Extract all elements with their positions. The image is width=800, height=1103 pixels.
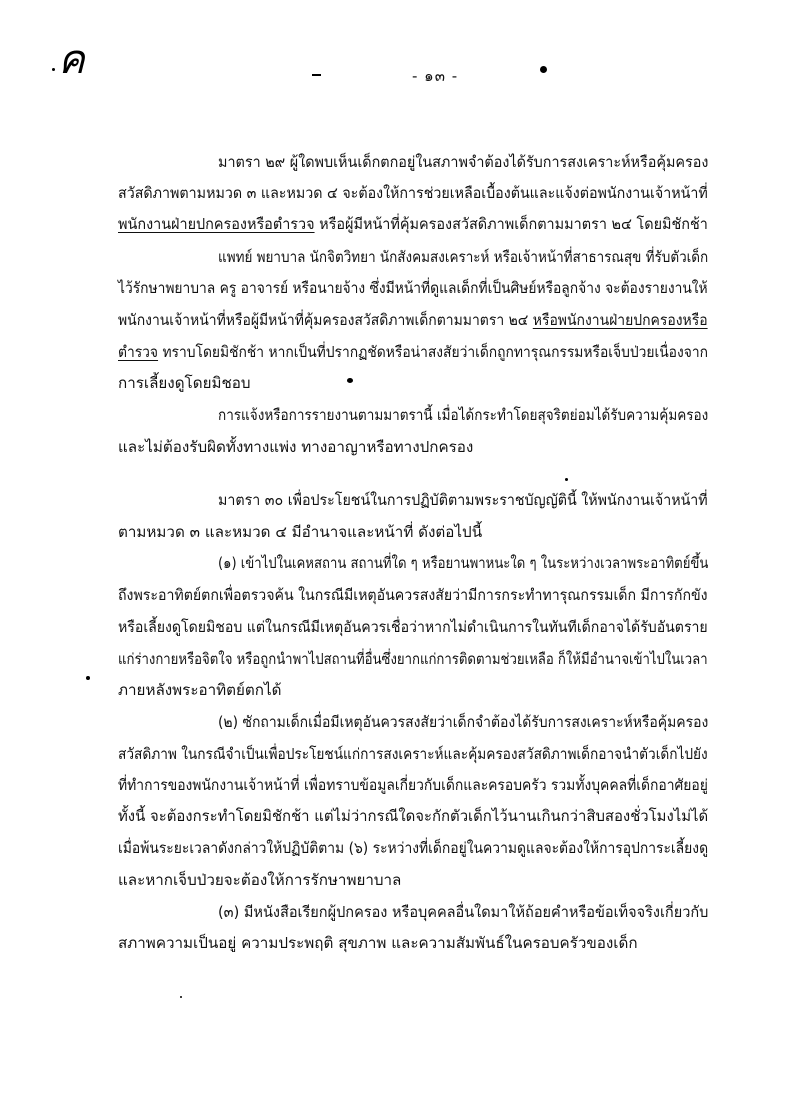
underlined-text: ตำรวจ — [118, 343, 159, 361]
section29-line-9: การแจ้งหรือการรายงานตามมาตรานี้ เมื่อได้กระทำโดยสุจริตย่อมได้รับความคุ้มครอง — [218, 406, 709, 424]
section29-line-5: ไว้รักษาพยาบาล ครู อาจารย์ หรือนายจ้าง ซึ่งมีหน้าที่ดูแลเด็กที่เป็นศิษย์หรือลูกจ้าง จะต้องรายงานให้ — [118, 279, 708, 297]
item3-line-2: สภาพความเป็นอยู่ ความประพฤติ สุขภาพ และความสัมพันธ์ในครอบครัวของเด็ก — [118, 934, 638, 952]
item1-line-1: (๑) เข้าไปในเคหสถาน สถานที่ใด ๆ หรือยานพาหนะใด ๆ ในระหว่างเวลาพระอาทิตย์ขึ้น — [218, 554, 709, 572]
text-run: หรือผู้มีหน้าที่คุ้มครองสวัสดิภาพเด็กตามมาตรา ๒๔ โดยมิชักช้า — [314, 215, 708, 233]
section30-line-1: มาตรา ๓๐ เพื่อประโยชน์ในการปฏิบัติตามพระราชบัญญัตินี้ ให้พนักงานเจ้าหน้าที่ — [218, 491, 708, 509]
scan-dot — [347, 378, 353, 383]
scan-dot — [180, 996, 182, 998]
scan-dot-margin — [86, 676, 90, 680]
handwritten-mark: ค — [58, 37, 85, 83]
section29-line-10: และไม่ต้องรับผิดทั้งทางแพ่ง ทางอาญาหรือทางปกครอง — [118, 438, 474, 456]
item2-line-3: ที่ทำการของพนักงานเจ้าหน้าที่ เพื่อทราบข้อมูลเกี่ยวกับเด็กและครอบครัว รวมทั้งบุคคลที่เด็กอาศัยอยู่ — [118, 776, 708, 794]
underlined-text: หรือพนักงานฝ่ายปกครองหรือ — [532, 311, 708, 329]
scan-dot-top — [540, 66, 547, 73]
item1-line-5: ภายหลังพระอาทิตย์ตกได้ — [118, 681, 282, 699]
scan-dot — [565, 478, 568, 481]
section29-line-4: แพทย์ พยาบาล นักจิตวิทยา นักสังคมสงเคราะห์ หรือเจ้าหน้าที่สาธารณสุข ที่รับตัวเด็ก — [218, 248, 709, 266]
item1-line-3: หรือเลี้ยงดูโดยมิชอบ แต่ในกรณีมีเหตุอันควรเชื่อว่าหากไม่ดำเนินการในทันทีเด็กอาจได้รับอันตราย — [118, 618, 708, 636]
item3-line-1: (๓) มีหนังสือเรียกผู้ปกครอง หรือบุคคลอื่นใดมาให้ถ้อยคำหรือข้อเท็จจริงเกี่ยวกับ — [218, 903, 709, 921]
scan-mark — [312, 74, 321, 76]
page-number: - ๑๓ - — [412, 67, 459, 85]
section29-line-6 — [118, 310, 708, 330]
item1-line-2: ถึงพระอาทิตย์ตกเพื่อตรวจค้น ในกรณีมีเหตุอันควรสงสัยว่ามีการกระทำทารุณกรรมเด็ก มีการกักขัง — [118, 586, 708, 604]
section29-line-1: มาตรา ๒๙ ผู้ใดพบเห็นเด็กตกอยู่ในสภาพจำต้องได้รับการสงเคราะห์หรือคุ้มครอง — [218, 153, 709, 171]
item2-line-1: (๒) ซักถามเด็กเมื่อมีเหตุอันควรสงสัยว่าเด็กจำต้องได้รับการสงเคราะห์หรือคุ้มครอง — [218, 713, 709, 731]
text-run: พนักงานเจ้าหน้าที่หรือผู้มีหน้าที่คุ้มครองสวัสดิภาพเด็กตามมาตรา ๒๔ — [118, 311, 533, 329]
scan-dot-left — [52, 68, 55, 71]
underlined-text: พนักงานฝ่ายปกครองหรือตำรวจ — [118, 215, 315, 233]
item2-line-2: สวัสดิภาพ ในกรณีจำเป็นเพื่อประโยชน์แก่การสงเคราะห์และคุ้มครองสวัสดิภาพเด็กอาจนำตัวเด็กไปยัง — [118, 745, 708, 763]
section29-line-8: การเลี้ยงดูโดยมิชอบ — [118, 374, 251, 392]
item2-line-5: เมื่อพ้นระยะเวลาดังกล่าวให้ปฏิบัติตาม (๖) ระหว่างที่เด็กอยู่ในความดูแลจะต้องให้การอุปการะเลี้ยงดู — [118, 839, 709, 857]
item2-line-4: ทั้งนี้ จะต้องกระทำโดยมิชักช้า แต่ไม่ว่ากรณีใดจะกักตัวเด็กไว้นานเกินกว่าสิบสองชั่วโมงไม่ได้ — [118, 807, 709, 825]
item2-line-6: และหากเจ็บป่วยจะต้องให้การรักษาพยาบาล — [118, 871, 402, 889]
section29-line-2: สวัสดิภาพตามหมวด ๓ และหมวด ๔ จะต้องให้การช่วยเหลือเบื้องต้นและแจ้งต่อพนักงานเจ้าหน้าที่ — [118, 184, 708, 202]
text-run: ทราบโดยมิชักช้า หากเป็นที่ปรากฏชัดหรือน่าสงสัยว่าเด็กถูกทารุณกรรมหรือเจ็บป่วยเนื่องจาก — [158, 343, 708, 361]
item1-line-4: แก่ร่างกายหรือจิตใจ หรือถูกนำพาไปสถานที่อื่นซึ่งยากแก่การติดตามช่วยเหลือ ก็ให้มีอำนาจเข้าไปในเวลา — [118, 650, 708, 668]
section29-line-7 — [118, 342, 708, 362]
section30-line-2: ตามหมวด ๓ และหมวด ๔ มีอำนาจและหน้าที่ ดังต่อไปนี้ — [118, 523, 483, 541]
section29-line-3 — [118, 214, 708, 234]
